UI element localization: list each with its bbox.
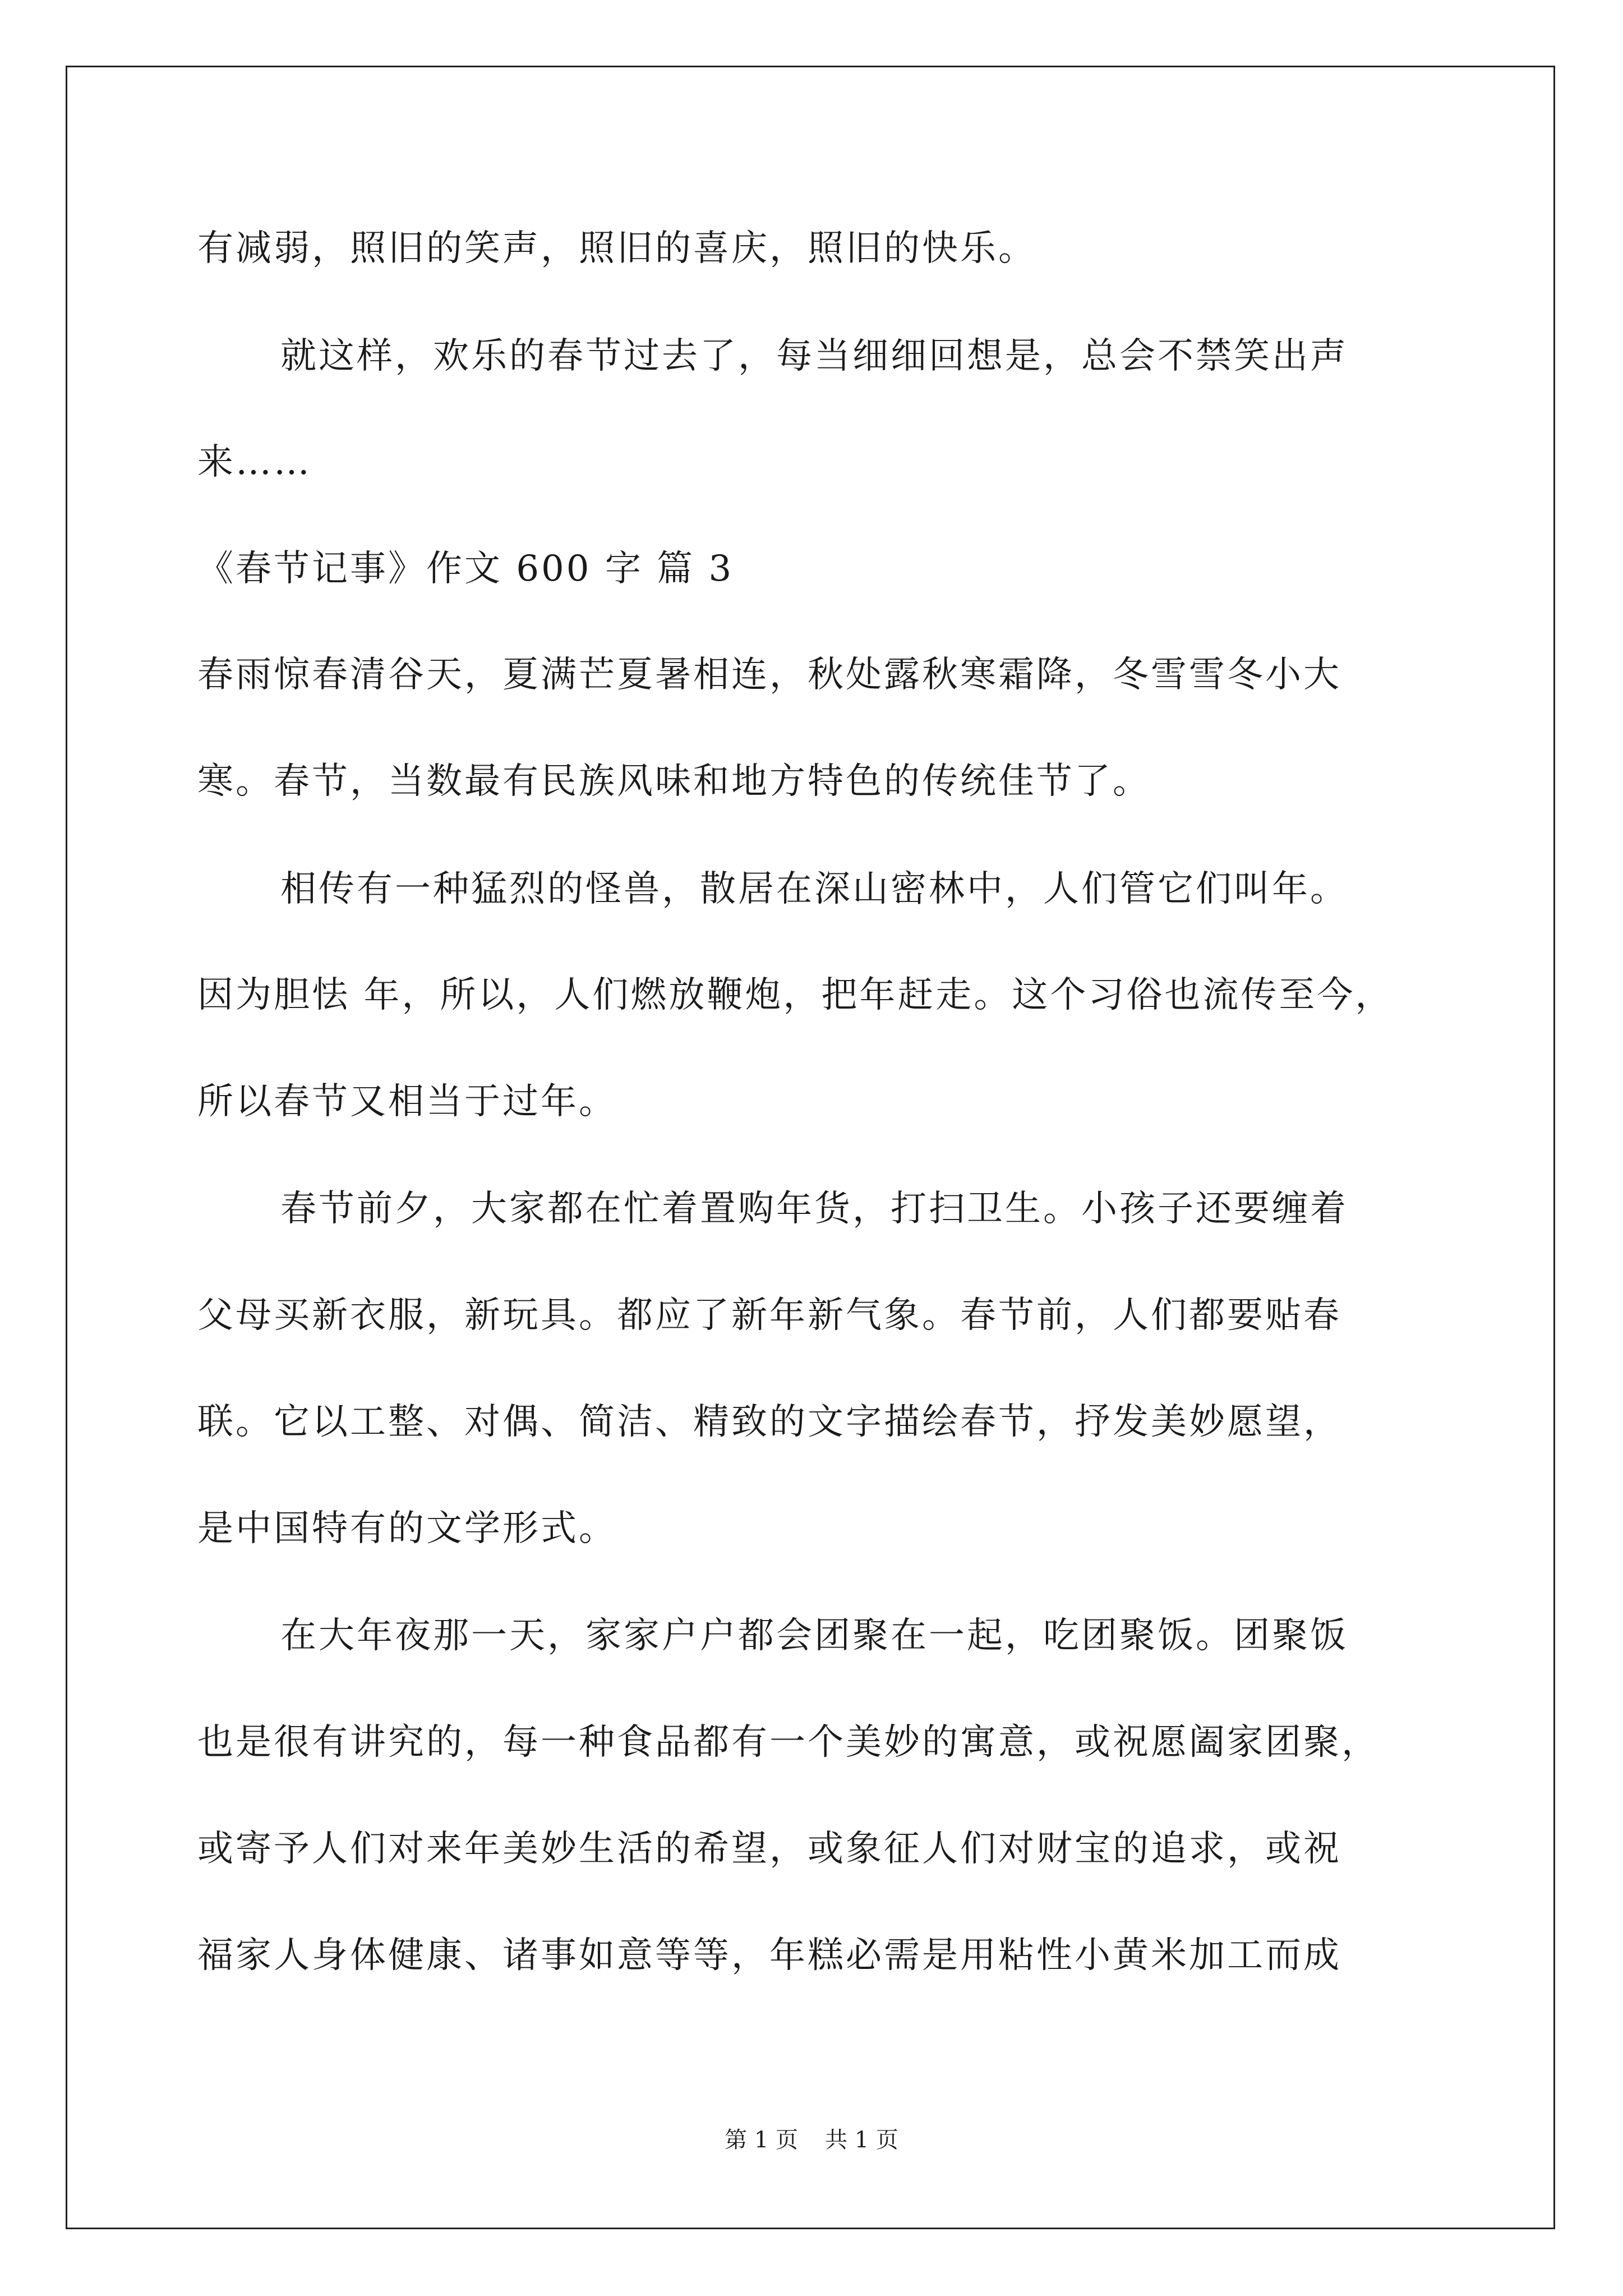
text-line: 联。它以工整、对偶、简洁、精致的文字描绘春节，抒发美妙愿望， <box>197 1401 1341 1443</box>
section-heading: 《春节记事》作文 600 字 篇 3 <box>197 548 734 590</box>
paragraph-first-line: 春节前夕，大家都在忙着置购年货，打扫卫生。小孩子还要缠着 <box>280 1188 1348 1230</box>
text-line: 也是很有讲究的，每一种食品都有一个美妙的寓意，或祝愿阖家团聚， <box>197 1722 1380 1763</box>
page-number: 第 1 页 <box>725 2127 798 2153</box>
page-total: 共 1 页 <box>825 2127 898 2153</box>
text-line: 是中国特有的文学形式。 <box>197 1508 617 1549</box>
page-footer <box>0 2126 1623 2154</box>
paragraph-first-line: 相传有一种猛烈的怪兽，散居在深山密林中，人们管它们叫年。 <box>280 868 1348 910</box>
paragraph-first-line: 在大年夜那一天，家家户户都会团聚在一起，吃团聚饭。团聚饭 <box>280 1615 1348 1657</box>
page-border <box>66 66 1555 2229</box>
text-line: 因为胆怯 年，所以，人们燃放鞭炮，把年赶走。这个习俗也流传至今， <box>197 974 1394 1016</box>
text-line: 春雨惊春清谷天，夏满芒夏暑相连，秋处露秋寒霜降，冬雪雪冬小大 <box>197 654 1341 696</box>
text-line: 有减弱，照旧的笑声，照旧的喜庆，照旧的快乐。 <box>197 228 1036 269</box>
text-line: 所以春节又相当于过年。 <box>197 1081 617 1122</box>
text-line: 来…… <box>197 441 312 483</box>
text-line: 父母买新衣服，新玩具。都应了新年新气象。春节前，人们都要贴春 <box>197 1295 1341 1336</box>
text-line: 福家人身体健康、诸事如意等等，年糕必需是用粘性小黄米加工而成 <box>197 1935 1341 1976</box>
text-line: 或寄予人们对来年美妙生活的希望，或象征人们对财宝的追求，或祝 <box>197 1828 1341 1870</box>
paragraph-first-line: 就这样，欢乐的春节过去了，每当细细回想是，总会不禁笑出声 <box>280 335 1348 377</box>
text-line: 寒。春节，当数最有民族风味和地方特色的传统佳节了。 <box>197 761 1151 802</box>
